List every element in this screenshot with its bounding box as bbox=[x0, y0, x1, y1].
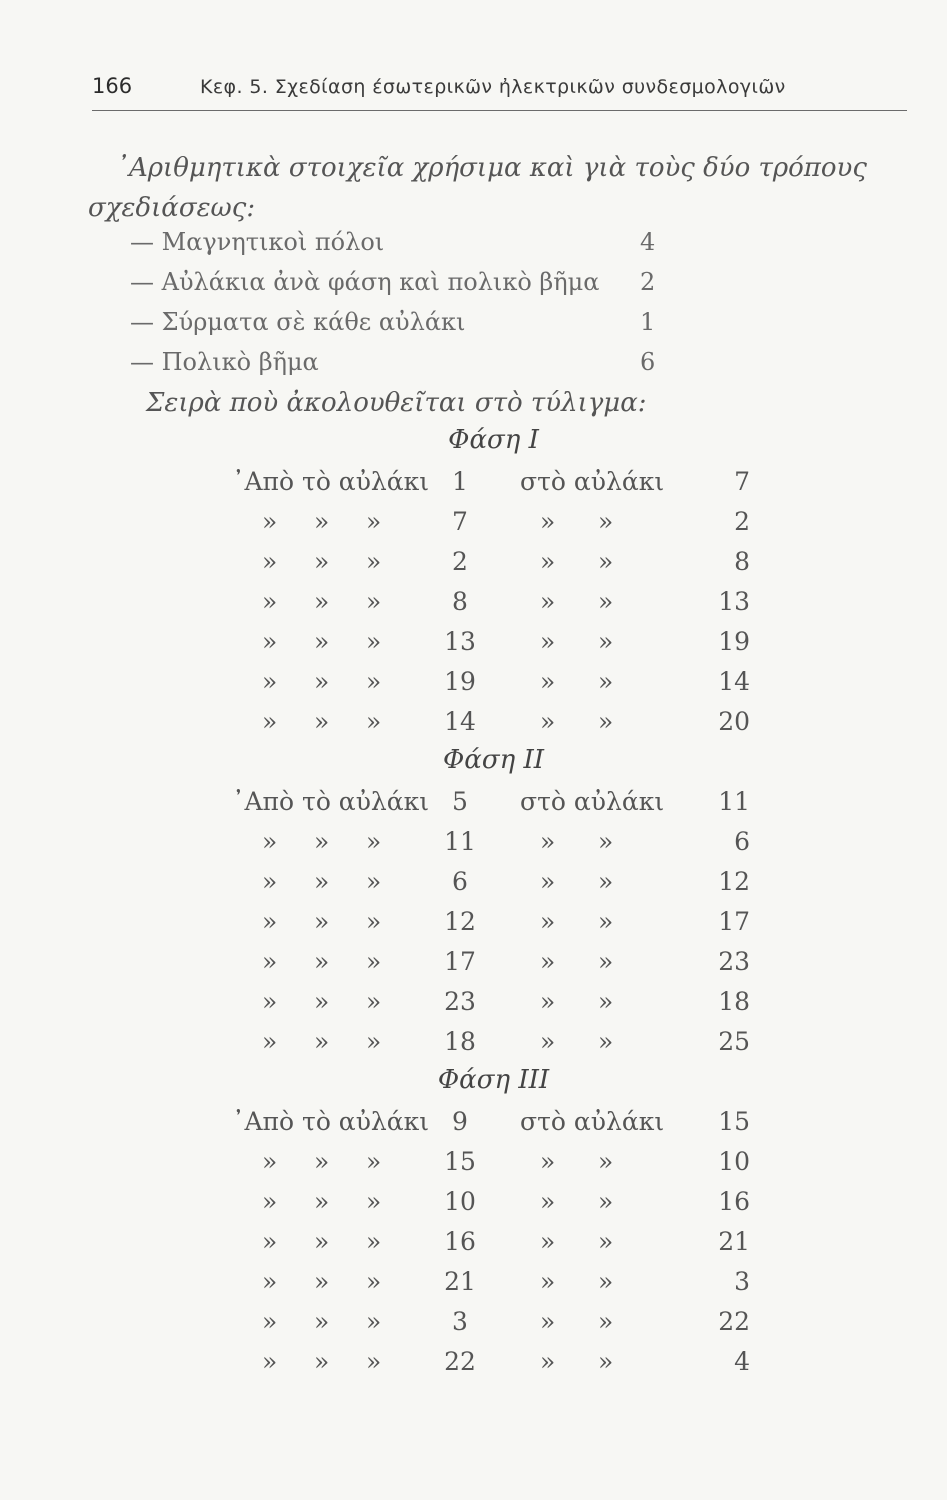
ditto-mark: » bbox=[314, 507, 330, 536]
ditto-mark: » bbox=[366, 707, 382, 736]
to-slot-number: 8 bbox=[734, 547, 750, 576]
ditto-mark: » bbox=[540, 667, 556, 696]
ditto-mark: » bbox=[262, 507, 278, 536]
ditto-mark: » bbox=[366, 1227, 382, 1256]
to-slot-number: 2 bbox=[734, 507, 750, 536]
ditto-mark: » bbox=[262, 1027, 278, 1056]
parameter-label: — Πολικὸ βῆμα bbox=[130, 348, 319, 376]
parameter-value: 1 bbox=[640, 308, 656, 336]
to-slot-number: 12 bbox=[718, 867, 750, 896]
table-row bbox=[0, 1147, 947, 1187]
ditto-mark: » bbox=[540, 1267, 556, 1296]
from-slot-number: 18 bbox=[444, 1027, 476, 1056]
ditto-mark: » bbox=[366, 507, 382, 536]
parameter-item bbox=[130, 268, 690, 308]
ditto-mark: » bbox=[540, 707, 556, 736]
parameter-label: — Σύρματα σὲ κάθε αὐλάκι bbox=[130, 308, 466, 336]
from-label: ᾿Απὸ τὸ αὐλάκι bbox=[232, 1107, 430, 1136]
ditto-mark: » bbox=[262, 1187, 278, 1216]
from-slot-number: 8 bbox=[452, 587, 468, 616]
from-slot-number: 6 bbox=[452, 867, 468, 896]
from-slot-number: 10 bbox=[444, 1187, 476, 1216]
parameter-value: 4 bbox=[640, 228, 656, 256]
ditto-mark: » bbox=[366, 987, 382, 1016]
from-label: ᾿Απὸ τὸ αὐλάκι bbox=[232, 787, 430, 816]
ditto-mark: » bbox=[262, 907, 278, 936]
parameter-label: — Μαγνητικοὶ πόλοι bbox=[130, 228, 385, 256]
phase-title: Φάση III bbox=[437, 1065, 550, 1095]
ditto-mark: » bbox=[598, 947, 614, 976]
to-slot-number: 6 bbox=[734, 827, 750, 856]
from-slot-number: 14 bbox=[444, 707, 476, 736]
ditto-mark: » bbox=[366, 587, 382, 616]
parameter-item bbox=[130, 308, 690, 348]
ditto-mark: » bbox=[540, 867, 556, 896]
intro-paragraph bbox=[88, 148, 918, 228]
ditto-mark: » bbox=[598, 1027, 614, 1056]
table-row bbox=[0, 827, 947, 867]
ditto-mark: » bbox=[262, 587, 278, 616]
ditto-mark: » bbox=[314, 1187, 330, 1216]
ditto-mark: » bbox=[540, 947, 556, 976]
ditto-mark: » bbox=[314, 547, 330, 576]
to-slot-number: 22 bbox=[718, 1307, 750, 1336]
from-label: ᾿Απὸ τὸ αὐλάκι bbox=[232, 467, 430, 496]
to-slot-number: 13 bbox=[718, 587, 750, 616]
from-slot-number: 3 bbox=[452, 1307, 468, 1336]
ditto-mark: » bbox=[314, 627, 330, 656]
ditto-mark: » bbox=[262, 867, 278, 896]
from-slot-number: 9 bbox=[452, 1107, 468, 1136]
parameter-item bbox=[130, 348, 690, 388]
chapter-title: Κεφ. 5. Σχεδίαση έσωτερικῶν ἠλεκτρικῶν συνδεσμολογιῶν bbox=[200, 76, 786, 98]
ditto-mark: » bbox=[314, 707, 330, 736]
ditto-mark: » bbox=[366, 1027, 382, 1056]
to-slot-number: 17 bbox=[718, 907, 750, 936]
ditto-mark: » bbox=[366, 1147, 382, 1176]
from-slot-number: 16 bbox=[444, 1227, 476, 1256]
to-label: στὸ αὐλάκι bbox=[520, 467, 665, 496]
ditto-mark: » bbox=[314, 1267, 330, 1296]
ditto-mark: » bbox=[598, 987, 614, 1016]
to-slot-number: 15 bbox=[718, 1107, 750, 1136]
to-slot-number: 20 bbox=[718, 707, 750, 736]
from-slot-number: 5 bbox=[452, 787, 468, 816]
table-row bbox=[0, 1227, 947, 1267]
ditto-mark: » bbox=[540, 507, 556, 536]
table-row bbox=[0, 627, 947, 667]
table-row bbox=[0, 787, 947, 827]
ditto-mark: » bbox=[540, 1187, 556, 1216]
table-row bbox=[0, 1267, 947, 1307]
ditto-mark: » bbox=[366, 1347, 382, 1376]
ditto-mark: » bbox=[262, 547, 278, 576]
to-label: στὸ αὐλάκι bbox=[520, 787, 665, 816]
from-slot-number: 2 bbox=[452, 547, 468, 576]
from-slot-number: 1 bbox=[452, 467, 468, 496]
ditto-mark: » bbox=[598, 1347, 614, 1376]
ditto-mark: » bbox=[314, 1307, 330, 1336]
table-row bbox=[0, 907, 947, 947]
to-slot-number: 18 bbox=[718, 987, 750, 1016]
ditto-mark: » bbox=[314, 587, 330, 616]
phase-title: Φάση I bbox=[448, 425, 539, 455]
ditto-mark: » bbox=[314, 867, 330, 896]
phase-title: Φάση II bbox=[442, 745, 544, 775]
ditto-mark: » bbox=[540, 1307, 556, 1336]
ditto-mark: » bbox=[366, 907, 382, 936]
ditto-mark: » bbox=[598, 827, 614, 856]
parameter-value: 6 bbox=[640, 348, 656, 376]
to-label: στὸ αὐλάκι bbox=[520, 1107, 665, 1136]
ditto-mark: » bbox=[314, 667, 330, 696]
ditto-mark: » bbox=[366, 627, 382, 656]
ditto-mark: » bbox=[366, 827, 382, 856]
ditto-mark: » bbox=[262, 667, 278, 696]
ditto-mark: » bbox=[540, 1147, 556, 1176]
ditto-mark: » bbox=[598, 907, 614, 936]
ditto-mark: » bbox=[262, 707, 278, 736]
table-row bbox=[0, 1187, 947, 1227]
ditto-mark: » bbox=[262, 827, 278, 856]
ditto-mark: » bbox=[598, 707, 614, 736]
table-row bbox=[0, 867, 947, 907]
ditto-mark: » bbox=[262, 1227, 278, 1256]
to-slot-number: 23 bbox=[718, 947, 750, 976]
ditto-mark: » bbox=[598, 867, 614, 896]
intro-line-1: ᾿Αριθμητικὰ στοιχεῖα χρήσιμα καὶ γιὰ τοὺς δύο τρόπους bbox=[116, 153, 867, 183]
ditto-mark: » bbox=[366, 1267, 382, 1296]
from-slot-number: 22 bbox=[444, 1347, 476, 1376]
winding-order-heading: Σειρὰ ποὺ ἀκολουθεῖται στὸ τύλιγμα: bbox=[146, 388, 647, 418]
ditto-mark: » bbox=[262, 1347, 278, 1376]
ditto-mark: » bbox=[314, 947, 330, 976]
to-slot-number: 10 bbox=[718, 1147, 750, 1176]
ditto-mark: » bbox=[366, 1187, 382, 1216]
from-slot-number: 11 bbox=[444, 827, 476, 856]
to-slot-number: 21 bbox=[718, 1227, 750, 1256]
to-slot-number: 25 bbox=[718, 1027, 750, 1056]
ditto-mark: » bbox=[598, 667, 614, 696]
from-slot-number: 17 bbox=[444, 947, 476, 976]
ditto-mark: » bbox=[598, 1227, 614, 1256]
ditto-mark: » bbox=[598, 1187, 614, 1216]
table-row bbox=[0, 947, 947, 987]
to-slot-number: 16 bbox=[718, 1187, 750, 1216]
to-slot-number: 3 bbox=[734, 1267, 750, 1296]
from-slot-number: 13 bbox=[444, 627, 476, 656]
ditto-mark: » bbox=[540, 627, 556, 656]
parameter-value: 2 bbox=[640, 268, 656, 296]
ditto-mark: » bbox=[366, 667, 382, 696]
from-slot-number: 12 bbox=[444, 907, 476, 936]
ditto-mark: » bbox=[598, 547, 614, 576]
ditto-mark: » bbox=[366, 1307, 382, 1336]
table-row bbox=[0, 587, 947, 627]
ditto-mark: » bbox=[262, 1147, 278, 1176]
ditto-mark: » bbox=[540, 907, 556, 936]
ditto-mark: » bbox=[366, 547, 382, 576]
ditto-mark: » bbox=[314, 827, 330, 856]
intro-line-2: σχεδιάσεως: bbox=[88, 193, 256, 223]
page-number: 166 bbox=[92, 74, 133, 98]
parameter-item bbox=[130, 228, 690, 268]
ditto-mark: » bbox=[366, 867, 382, 896]
table-row bbox=[0, 1347, 947, 1387]
ditto-mark: » bbox=[314, 1147, 330, 1176]
from-slot-number: 7 bbox=[452, 507, 468, 536]
from-slot-number: 21 bbox=[444, 1267, 476, 1296]
ditto-mark: » bbox=[262, 947, 278, 976]
ditto-mark: » bbox=[598, 507, 614, 536]
ditto-mark: » bbox=[262, 1307, 278, 1336]
table-row bbox=[0, 467, 947, 507]
to-slot-number: 7 bbox=[734, 467, 750, 496]
ditto-mark: » bbox=[314, 907, 330, 936]
ditto-mark: » bbox=[262, 987, 278, 1016]
ditto-mark: » bbox=[366, 947, 382, 976]
ditto-mark: » bbox=[540, 1347, 556, 1376]
table-row bbox=[0, 1307, 947, 1347]
ditto-mark: » bbox=[314, 1227, 330, 1256]
table-row bbox=[0, 547, 947, 587]
ditto-mark: » bbox=[540, 587, 556, 616]
table-row bbox=[0, 667, 947, 707]
ditto-mark: » bbox=[540, 547, 556, 576]
table-row bbox=[0, 1027, 947, 1067]
ditto-mark: » bbox=[598, 627, 614, 656]
table-row bbox=[0, 707, 947, 747]
ditto-mark: » bbox=[314, 1347, 330, 1376]
from-slot-number: 23 bbox=[444, 987, 476, 1016]
ditto-mark: » bbox=[540, 987, 556, 1016]
ditto-mark: » bbox=[262, 1267, 278, 1296]
running-header bbox=[92, 74, 907, 111]
from-slot-number: 19 bbox=[444, 667, 476, 696]
parameter-label: — Αὐλάκια ἀνὰ φάση καὶ πολικὸ βῆμα bbox=[130, 268, 600, 296]
to-slot-number: 4 bbox=[734, 1347, 750, 1376]
table-row bbox=[0, 1107, 947, 1147]
to-slot-number: 11 bbox=[718, 787, 750, 816]
to-slot-number: 14 bbox=[718, 667, 750, 696]
table-row bbox=[0, 987, 947, 1027]
ditto-mark: » bbox=[598, 1147, 614, 1176]
ditto-mark: » bbox=[262, 627, 278, 656]
ditto-mark: » bbox=[314, 1027, 330, 1056]
ditto-mark: » bbox=[598, 1307, 614, 1336]
ditto-mark: » bbox=[540, 1027, 556, 1056]
ditto-mark: » bbox=[598, 1267, 614, 1296]
table-row bbox=[0, 507, 947, 547]
to-slot-number: 19 bbox=[718, 627, 750, 656]
ditto-mark: » bbox=[314, 987, 330, 1016]
ditto-mark: » bbox=[598, 587, 614, 616]
ditto-mark: » bbox=[540, 1227, 556, 1256]
from-slot-number: 15 bbox=[444, 1147, 476, 1176]
ditto-mark: » bbox=[540, 827, 556, 856]
